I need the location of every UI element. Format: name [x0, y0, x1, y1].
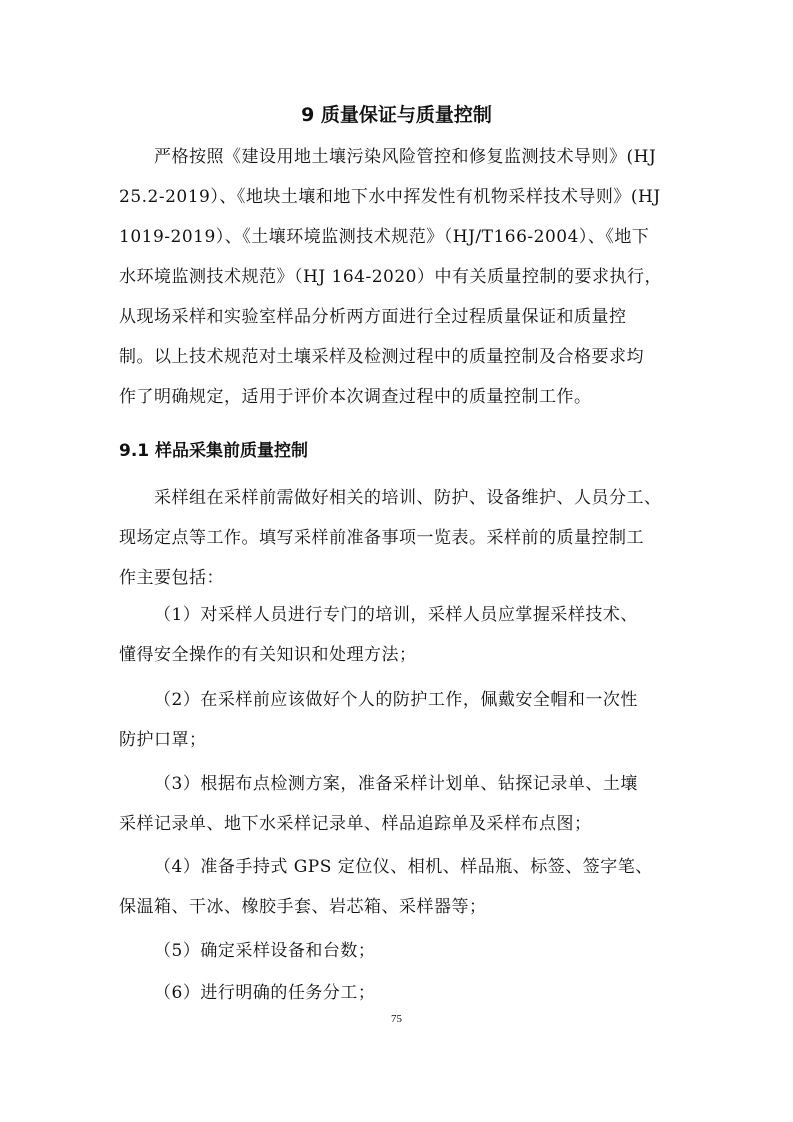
paragraph-line: 制。以上技术规范对土壤采样及检测过程中的质量控制及合格要求均 [119, 347, 644, 367]
paragraph-line: 严格按照《建设用地土壤污染风险管控和修复监测技术导则》(HJ [154, 147, 657, 167]
list-item [119, 973, 679, 1013]
paragraph-line: 采样组在采样前需做好相关的培训、防护、设备维护、人员分工、 [154, 488, 662, 508]
list-item-line: 懂得安全操作的有关知识和处理方法； [119, 645, 417, 665]
list-item [119, 595, 679, 675]
list-item-line: （6）进行明确的任务分工； [154, 983, 376, 1003]
subsection-intro-paragraph [119, 478, 679, 598]
list-item-line: （1）对采样人员进行专门的培训，采样人员应掌握采样技术、 [154, 605, 638, 625]
subsection-heading: 9.1 样品采集前质量控制 [119, 441, 309, 461]
list-item [119, 680, 679, 760]
list-item [119, 931, 679, 971]
intro-paragraph [119, 137, 679, 417]
paragraph-line: 从现场采样和实验室样品分析两方面进行全过程质量保证和质量控 [119, 307, 627, 327]
list-item-line: （2）在采样前应该做好个人的防护工作，佩戴安全帽和一次性 [154, 690, 638, 710]
paragraph-line: 1019-2019）、《土壤环境监测技术规范》（HJ/T166-2004）、《地下 [119, 227, 650, 247]
paragraph-line: 作主要包括： [119, 568, 224, 588]
page-number: 75 [391, 1013, 402, 1025]
list-item-line: （3）根据布点检测方案，准备采样计划单、钻探记录单、土壤 [154, 774, 638, 794]
section-title: 9 质量保证与质量控制 [301, 104, 492, 126]
paragraph-line: 水环境监测技术规范》（HJ 164-2020）中有关质量控制的要求执行， [119, 267, 662, 287]
list-item-line: （5）确定采样设备和台数； [154, 941, 376, 961]
paragraph-line: 25.2-2019）、《地块土壤和地下水中挥发性有机物采样技术导则》(HJ [119, 187, 661, 207]
list-item-line: 采样记录单、地下水采样记录单、样品追踪单及采样布点图； [119, 814, 592, 834]
paragraph-line: 作了明确规定，适用于评价本次调查过程中的质量控制工作。 [119, 387, 592, 407]
list-item [119, 847, 679, 927]
list-item-line: （4）准备手持式 GPS 定位仪、相机、样品瓶、标签、签字笔、 [154, 857, 653, 877]
list-item-line: 防护口罩； [119, 730, 207, 750]
list-item-line: 保温箱、干冰、橡胶手套、岩芯箱、采样器等； [119, 897, 487, 917]
paragraph-line: 现场定点等工作。填写采样前准备事项一览表。采样前的质量控制工 [119, 528, 644, 548]
list-item [119, 764, 679, 844]
